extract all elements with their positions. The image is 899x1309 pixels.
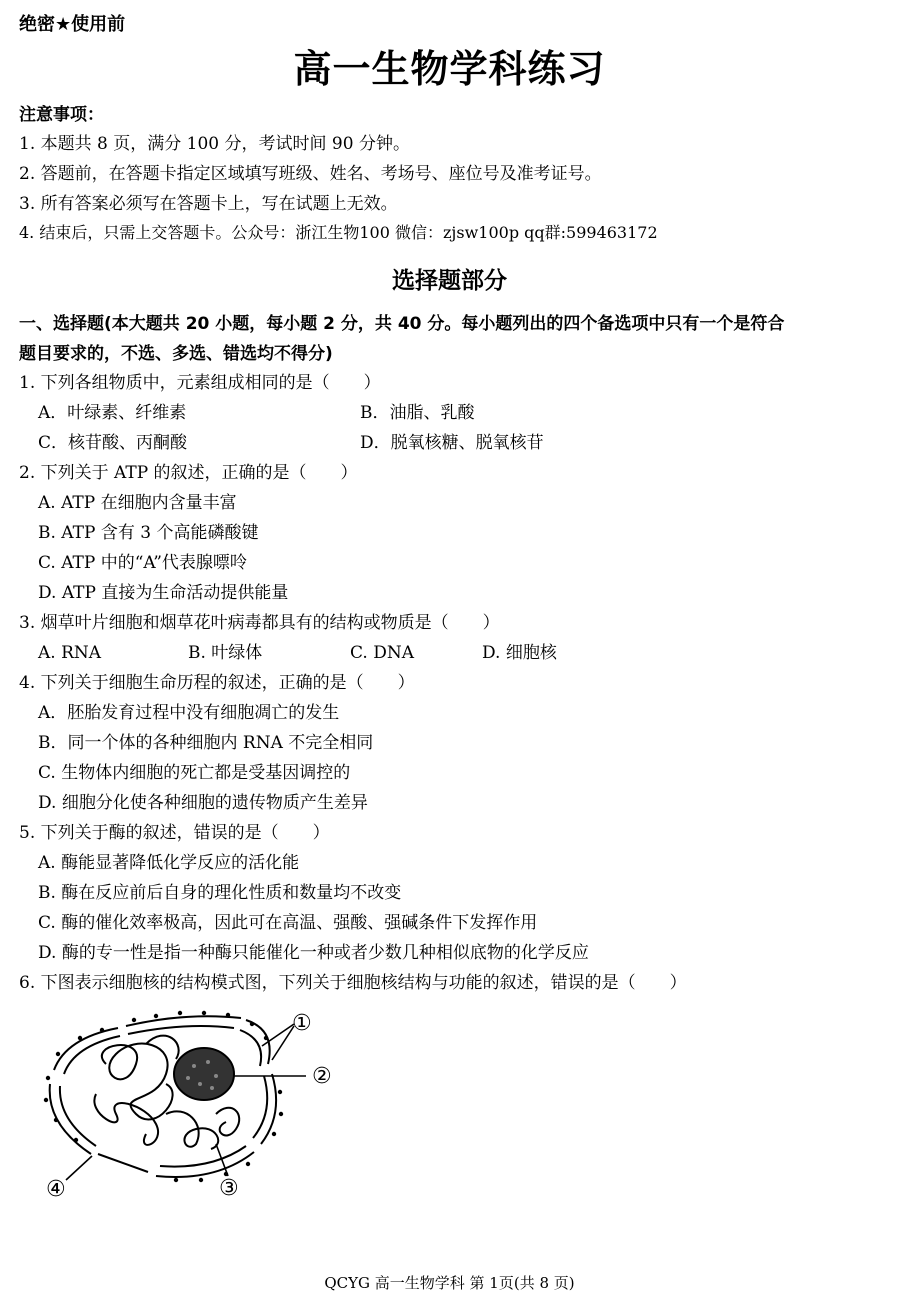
label-1: ① [292, 1011, 312, 1036]
question-option: B. ATP 含有 3 个高能磷酸键 [38, 523, 259, 543]
question-option: B．同一个体的各种细胞内 RNA 不完全相同 [38, 733, 374, 753]
section-instruction: 题目要求的，不选、多选、错选均不得分) [19, 344, 333, 364]
notice-item: 3. 所有答案必须写在答题卡上，写在试题上无效。 [19, 194, 398, 214]
question-stem: 2. 下列关于 ATP 的叙述，正确的是（ ） [19, 463, 358, 483]
question-option: A. RNA [38, 643, 102, 663]
nucleus-diagram [36, 1004, 356, 1204]
label-3: ③ [219, 1176, 239, 1201]
question-option: C. ATP 中的“A”代表腺嘌呤 [38, 553, 247, 573]
page-footer: QCYG 高一生物学科 第 1页(共 8 页) [324, 1274, 575, 1292]
section-instruction: 一、选择题(本大题共 20 小题，每小题 2 分，共 40 分。每小题列出的四个备选项中只有一个是符合 [19, 314, 785, 334]
question-option: B. 酶在反应前后自身的理化性质和数量均不改变 [38, 883, 402, 903]
label-4: ④ [46, 1177, 66, 1202]
question-option: A．叶绿素、纤维素 [38, 403, 187, 423]
question-option: D. 酶的专一性是指一种酶只能催化一种或者少数几种相似底物的化学反应 [38, 943, 589, 963]
question-option: C. 生物体内细胞的死亡都是受基因调控的 [38, 763, 351, 783]
question-stem: 3. 烟草叶片细胞和烟草花叶病毒都具有的结构或物质是（ ） [19, 613, 500, 633]
notice-item: 1. 本题共 8 页，满分 100 分，考试时间 90 分钟。 [19, 134, 410, 154]
question-option: D. 细胞分化使各种细胞的遗传物质产生差异 [38, 793, 368, 813]
question-option: B. 叶绿体 [188, 643, 263, 663]
question-option: A．胚胎发育过程中没有细胞凋亡的发生 [38, 703, 340, 723]
question-option: A. 酶能显著降低化学反应的活化能 [38, 853, 300, 873]
section-title: 选择题部分 [392, 268, 507, 294]
question-option: C. DNA [350, 643, 414, 663]
label-2: ② [312, 1064, 332, 1089]
notice-item: 2. 答题前，在答题卡指定区域填写班级、姓名、考场号、座位号及准考证号。 [19, 164, 602, 184]
question-option: D．脱氧核糖、脱氧核苷 [360, 433, 544, 453]
page-title: 高一生物学科练习 [293, 47, 606, 91]
notice-heading: 注意事项： [19, 105, 104, 125]
question-option: B．油脂、乳酸 [360, 403, 475, 423]
question-option: D. ATP 直接为生命活动提供能量 [38, 583, 289, 603]
question-option: C．核苷酸、丙酮酸 [38, 433, 188, 453]
confidential-label: 绝密★使用前 [19, 14, 126, 35]
question-stem: 1. 下列各组物质中，元素组成相同的是（ ） [19, 373, 381, 393]
question-option: D. 细胞核 [482, 643, 557, 663]
question-stem: 6. 下图表示细胞核的结构模式图，下列关于细胞核结构与功能的叙述，错误的是（ ） [19, 973, 687, 993]
question-option: A. ATP 在细胞内含量丰富 [38, 493, 237, 513]
question-stem: 5. 下列关于酶的叙述，错误的是（ ） [19, 823, 330, 843]
notice-item: 4. 结束后，只需上交答题卡。公众号：浙江生物100 微信：zjsw100p qq群:599463172 [19, 223, 658, 242]
question-stem: 4. 下列关于细胞生命历程的叙述，正确的是（ ） [19, 673, 415, 693]
question-option: C. 酶的催化效率极高，因此可在高温、强酸、强碱条件下发挥作用 [38, 913, 538, 933]
